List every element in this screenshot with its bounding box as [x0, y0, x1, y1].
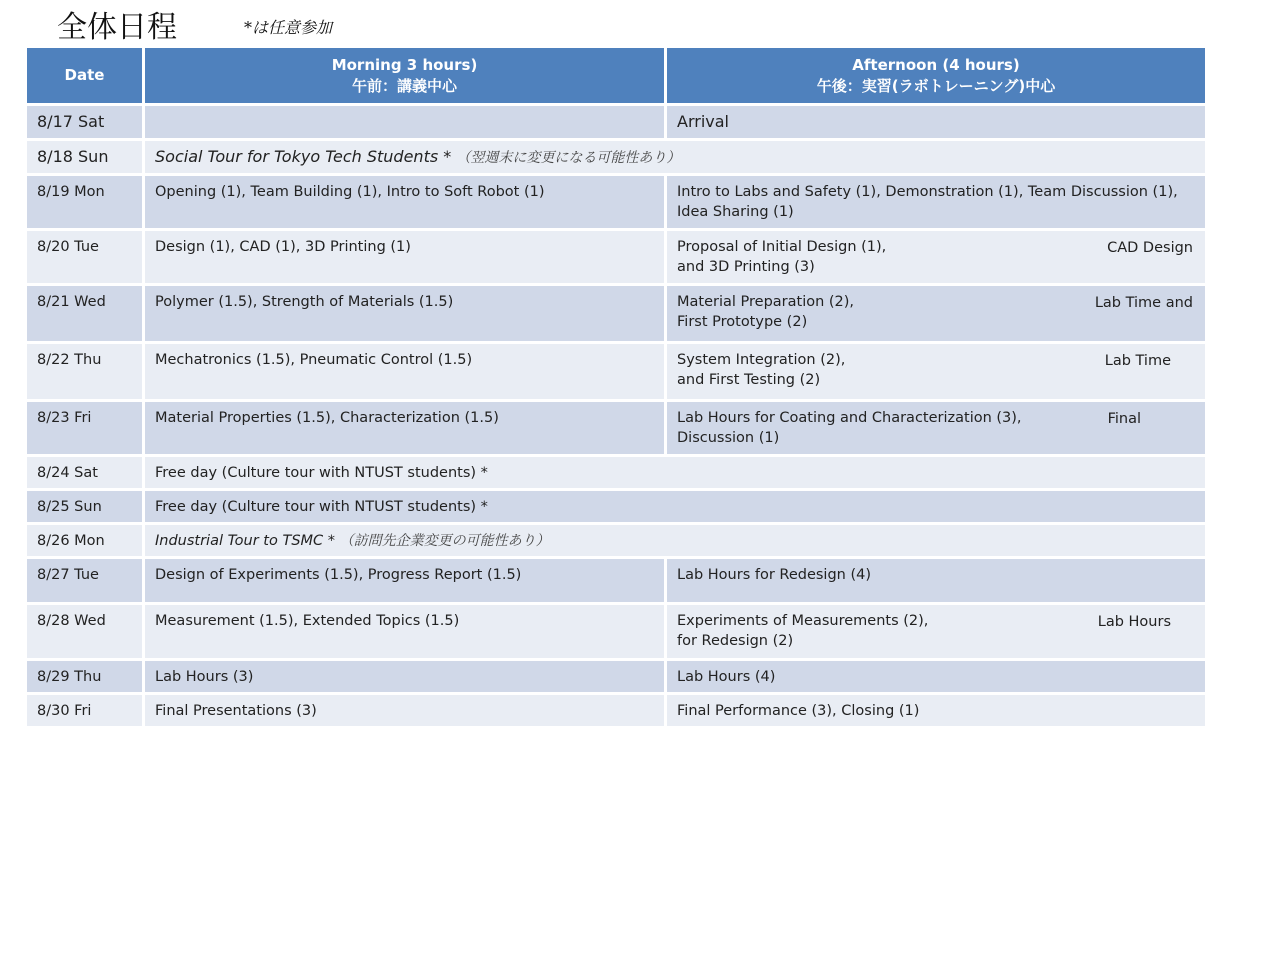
afternoon-cell [666, 230, 1207, 285]
table-row [26, 343, 1207, 401]
morning-cell: Lab Hours (3) [144, 660, 666, 694]
header-afternoon [666, 47, 1207, 105]
schedule-table [24, 45, 1208, 729]
morning-cell: Opening (1), Team Building (1), Intro to Soft Robot (1) [144, 175, 666, 230]
merged-cell: Free day (Culture tour with NTUST students) * [144, 456, 1207, 490]
header-row [26, 47, 1207, 105]
tour-note: （翌週末に変更になる可能性あり） [456, 150, 681, 166]
date-cell: 8/19 Mon [26, 175, 144, 230]
date-cell: 8/18 Sun [26, 140, 144, 175]
afternoon-line2: First Prototype (2) [677, 314, 808, 330]
afternoon-line2: for Redesign (2) [677, 633, 794, 649]
date-cell: 8/23 Fri [26, 401, 144, 456]
afternoon-line1: Lab Hours for Redesign (4) [677, 567, 872, 583]
date-cell: 8/26 Mon [26, 524, 144, 558]
date-cell: 8/21 Wed [26, 285, 144, 343]
optional-note: *は任意参加 [244, 18, 333, 37]
table-row [26, 140, 1207, 175]
afternoon-cell [666, 694, 1207, 728]
afternoon-line1: Lab Hours (4) [677, 669, 776, 685]
afternoon-side-note: Lab Time and [1094, 295, 1193, 311]
table-row [26, 660, 1207, 694]
afternoon-cell [666, 604, 1207, 660]
afternoon-cell [666, 105, 1207, 140]
afternoon-line1: Intro to Labs and Safety (1), Demonstration (1), Team Discussion (1), [677, 184, 1178, 200]
afternoon-line1: Experiments of Measurements (2), [677, 613, 929, 629]
afternoon-side-note: Lab Time [1104, 353, 1171, 369]
date-cell: 8/17 Sat [26, 105, 144, 140]
merged-cell [144, 140, 1207, 175]
date-cell: 8/24 Sat [26, 456, 144, 490]
table-row [26, 524, 1207, 558]
afternoon-cell [666, 401, 1207, 456]
table-row [26, 175, 1207, 230]
afternoon-line1: Material Preparation (2), [677, 294, 855, 310]
afternoon-line1: Final Performance (3), Closing (1) [677, 703, 920, 719]
table-row [26, 456, 1207, 490]
morning-cell [144, 105, 666, 140]
morning-cell: Mechatronics (1.5), Pneumatic Control (1.5) [144, 343, 666, 401]
afternoon-line2: and First Testing (2) [677, 372, 821, 388]
header-morning-en: Morning 3 hours) [331, 55, 478, 74]
table-row [26, 230, 1207, 285]
afternoon-cell [666, 285, 1207, 343]
table-row [26, 105, 1207, 140]
afternoon-line2: Idea Sharing (1) [677, 204, 794, 220]
date-cell: 8/28 Wed [26, 604, 144, 660]
afternoon-line2: Discussion (1) [677, 430, 780, 446]
afternoon-line1: System Integration (2), [677, 352, 846, 368]
table-row [26, 401, 1207, 456]
date-cell: 8/29 Thu [26, 660, 144, 694]
date-cell: 8/22 Thu [26, 343, 144, 401]
header-morning [144, 47, 666, 105]
afternoon-line2: and 3D Printing (3) [677, 259, 815, 275]
table-row [26, 694, 1207, 728]
afternoon-cell [666, 558, 1207, 604]
afternoon-line1: Lab Hours for Coating and Characterization (3), [677, 410, 1022, 426]
page-title: 全体日程 [57, 10, 177, 45]
morning-cell: Polymer (1.5), Strength of Materials (1.5) [144, 285, 666, 343]
table-row [26, 604, 1207, 660]
tour-note: （訪問先企業変更の可能性あり） [339, 533, 550, 549]
date-cell: 8/20 Tue [26, 230, 144, 285]
morning-cell: Material Properties (1.5), Characterization (1.5) [144, 401, 666, 456]
afternoon-side-note: CAD Design [1107, 240, 1193, 256]
morning-cell: Final Presentations (3) [144, 694, 666, 728]
morning-cell: Design (1), CAD (1), 3D Printing (1) [144, 230, 666, 285]
table-row [26, 490, 1207, 524]
afternoon-side-note: Final [1107, 411, 1141, 427]
afternoon-side-note: Lab Hours [1097, 614, 1171, 630]
tour-text: Industrial Tour to TSMC * [155, 533, 336, 549]
tour-text: Social Tour for Tokyo Tech Students * [155, 147, 452, 166]
header-afternoon-jp: 午後：実習(ラボトレーニング)中心 [816, 76, 1056, 95]
header-morning-jp: 午前：講義中心 [351, 76, 457, 95]
date-cell: 8/25 Sun [26, 490, 144, 524]
table-row [26, 558, 1207, 604]
afternoon-cell [666, 343, 1207, 401]
morning-cell: Design of Experiments (1.5), Progress Report (1.5) [144, 558, 666, 604]
afternoon-cell [666, 660, 1207, 694]
date-cell: 8/27 Tue [26, 558, 144, 604]
header-date: Date [26, 47, 144, 105]
merged-cell: Free day (Culture tour with NTUST students) * [144, 490, 1207, 524]
date-cell: 8/30 Fri [26, 694, 144, 728]
header-afternoon-en: Afternoon (4 hours) [852, 55, 1020, 74]
merged-cell [144, 524, 1207, 558]
afternoon-cell [666, 175, 1207, 230]
table-row [26, 285, 1207, 343]
afternoon-line1: Proposal of Initial Design (1), [677, 239, 887, 255]
afternoon-text: Arrival [677, 112, 729, 131]
morning-cell: Measurement (1.5), Extended Topics (1.5) [144, 604, 666, 660]
